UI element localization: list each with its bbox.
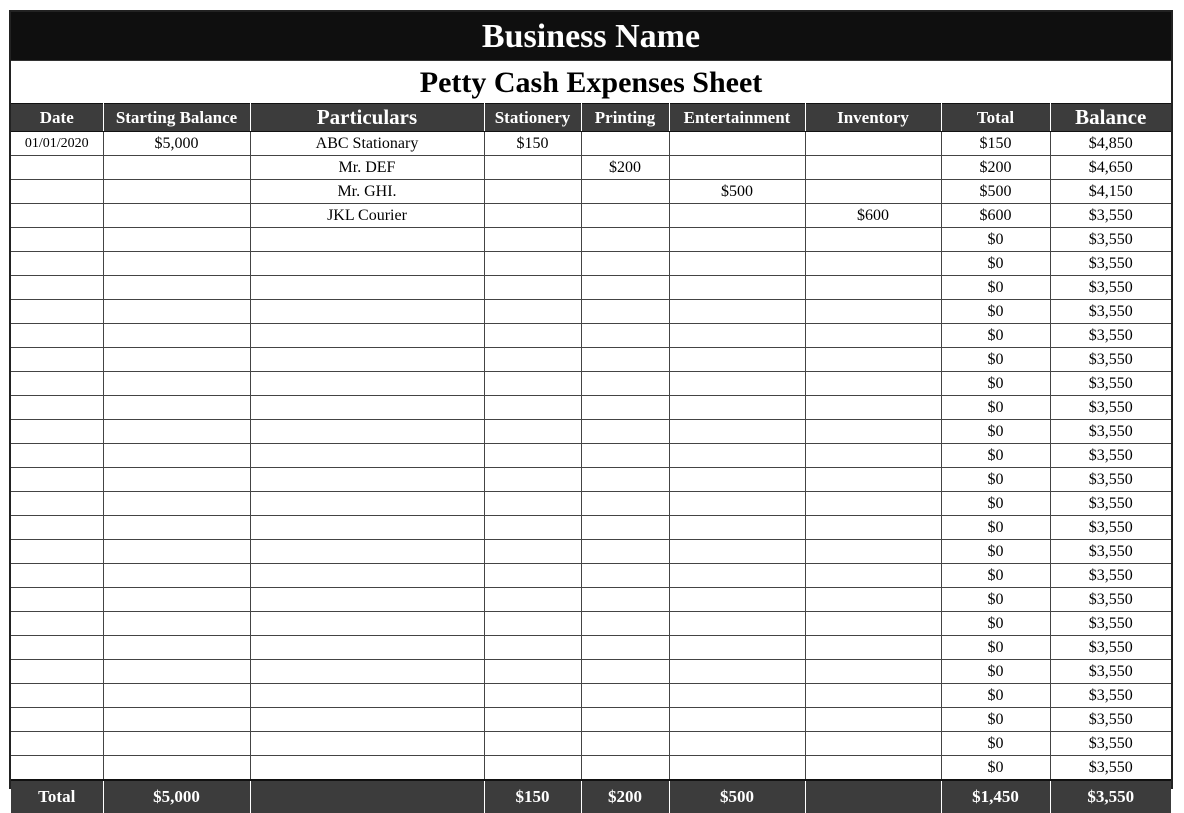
inventory-cell[interactable] <box>805 396 941 420</box>
inventory-cell[interactable] <box>805 300 941 324</box>
table-row <box>11 756 1171 781</box>
total-cell[interactable]: $0 <box>941 684 1050 708</box>
balance-cell[interactable]: $3,550 <box>1050 708 1171 732</box>
inventory-cell[interactable] <box>805 228 941 252</box>
starting-balance-cell[interactable] <box>103 636 250 660</box>
inventory-cell[interactable] <box>805 156 941 180</box>
expense-rows <box>11 132 1171 781</box>
balance-cell[interactable]: $4,850 <box>1050 132 1171 156</box>
particulars-cell[interactable] <box>250 660 484 684</box>
date-cell[interactable] <box>11 492 103 516</box>
inventory-cell[interactable] <box>805 732 941 756</box>
total-cell[interactable]: $0 <box>941 420 1050 444</box>
column-header-date[interactable]: Date <box>11 104 103 132</box>
particulars-cell[interactable] <box>250 468 484 492</box>
printing-cell[interactable] <box>581 228 669 252</box>
date-cell[interactable] <box>11 732 103 756</box>
total-cell[interactable]: $0 <box>941 612 1050 636</box>
stationery-cell[interactable] <box>484 300 581 324</box>
total-cell[interactable]: $600 <box>941 204 1050 228</box>
total-cell[interactable]: $0 <box>941 444 1050 468</box>
total-cell[interactable]: $0 <box>941 516 1050 540</box>
table-row <box>11 588 1171 612</box>
printing-cell[interactable] <box>581 564 669 588</box>
particulars-cell[interactable] <box>250 420 484 444</box>
total-cell[interactable]: $0 <box>941 636 1050 660</box>
table-row <box>11 564 1171 588</box>
date-cell[interactable] <box>11 372 103 396</box>
particulars-cell[interactable] <box>250 276 484 300</box>
printing-cell[interactable] <box>581 756 669 781</box>
totals-label: Total <box>11 780 103 813</box>
date-cell[interactable] <box>11 636 103 660</box>
total-cell[interactable]: $500 <box>941 180 1050 204</box>
table-row <box>11 180 1171 204</box>
inventory-cell[interactable] <box>805 372 941 396</box>
printing-cell[interactable] <box>581 180 669 204</box>
date-cell[interactable] <box>11 516 103 540</box>
particulars-cell[interactable] <box>250 372 484 396</box>
particulars-cell[interactable] <box>250 684 484 708</box>
total-starting-balance: $5,000 <box>103 780 250 813</box>
table-row <box>11 444 1171 468</box>
entertainment-cell[interactable] <box>669 300 805 324</box>
entertainment-cell[interactable] <box>669 276 805 300</box>
particulars-cell[interactable] <box>250 612 484 636</box>
stationery-cell[interactable] <box>484 708 581 732</box>
entertainment-cell[interactable] <box>669 732 805 756</box>
entertainment-cell[interactable] <box>669 636 805 660</box>
entertainment-cell[interactable] <box>669 756 805 781</box>
column-header-row <box>11 104 1171 132</box>
entertainment-cell[interactable] <box>669 252 805 276</box>
date-cell[interactable] <box>11 228 103 252</box>
table-row <box>11 156 1171 180</box>
particulars-cell[interactable]: Mr. GHI. <box>250 180 484 204</box>
date-cell[interactable] <box>11 300 103 324</box>
printing-cell[interactable] <box>581 708 669 732</box>
stationery-cell[interactable] <box>484 468 581 492</box>
printing-cell[interactable] <box>581 276 669 300</box>
stationery-cell[interactable] <box>484 180 581 204</box>
total-cell[interactable]: $0 <box>941 756 1050 781</box>
particulars-cell[interactable]: ABC Stationary <box>250 132 484 156</box>
printing-cell[interactable] <box>581 660 669 684</box>
balance-cell[interactable]: $3,550 <box>1050 300 1171 324</box>
particulars-cell[interactable]: JKL Courier <box>250 204 484 228</box>
balance-cell[interactable]: $3,550 <box>1050 564 1171 588</box>
date-cell[interactable] <box>11 756 103 781</box>
inventory-cell[interactable] <box>805 660 941 684</box>
inventory-cell[interactable] <box>805 348 941 372</box>
printing-cell[interactable] <box>581 588 669 612</box>
printing-cell[interactable] <box>581 348 669 372</box>
particulars-cell[interactable] <box>250 636 484 660</box>
balance-cell[interactable]: $3,550 <box>1050 324 1171 348</box>
inventory-cell[interactable] <box>805 420 941 444</box>
starting-balance-cell[interactable] <box>103 444 250 468</box>
printing-cell[interactable] <box>581 300 669 324</box>
date-cell[interactable] <box>11 156 103 180</box>
stationery-cell[interactable] <box>484 684 581 708</box>
stationery-cell[interactable] <box>484 204 581 228</box>
total-cell[interactable]: $0 <box>941 276 1050 300</box>
printing-cell[interactable] <box>581 612 669 636</box>
printing-cell[interactable] <box>581 396 669 420</box>
inventory-cell[interactable] <box>805 324 941 348</box>
starting-balance-cell[interactable] <box>103 372 250 396</box>
sheet-title: Petty Cash Expenses Sheet <box>11 60 1171 103</box>
entertainment-cell[interactable] <box>669 204 805 228</box>
stationery-cell[interactable] <box>484 612 581 636</box>
stationery-cell[interactable]: $150 <box>484 132 581 156</box>
entertainment-cell[interactable] <box>669 396 805 420</box>
date-cell[interactable] <box>11 468 103 492</box>
particulars-cell[interactable] <box>250 324 484 348</box>
balance-cell[interactable]: $3,550 <box>1050 540 1171 564</box>
balance-cell[interactable]: $3,550 <box>1050 756 1171 781</box>
starting-balance-cell[interactable] <box>103 732 250 756</box>
particulars-cell[interactable] <box>250 348 484 372</box>
table-row <box>11 396 1171 420</box>
total-cell[interactable]: $0 <box>941 324 1050 348</box>
starting-balance-cell[interactable] <box>103 156 250 180</box>
stationery-cell[interactable] <box>484 492 581 516</box>
particulars-cell[interactable] <box>250 516 484 540</box>
stationery-cell[interactable] <box>484 348 581 372</box>
column-header-stationery[interactable]: Stationery <box>484 104 581 132</box>
date-cell[interactable] <box>11 396 103 420</box>
particulars-cell[interactable] <box>250 732 484 756</box>
starting-balance-cell[interactable] <box>103 564 250 588</box>
table-row <box>11 732 1171 756</box>
date-cell[interactable] <box>11 444 103 468</box>
total-inventory <box>805 780 941 813</box>
inventory-cell[interactable] <box>805 684 941 708</box>
petty-cash-sheet <box>9 10 1173 806</box>
printing-cell[interactable] <box>581 684 669 708</box>
table-row <box>11 420 1171 444</box>
starting-balance-cell[interactable] <box>103 468 250 492</box>
entertainment-cell[interactable] <box>669 420 805 444</box>
particulars-cell[interactable] <box>250 588 484 612</box>
stationery-cell[interactable] <box>484 396 581 420</box>
column-header-total[interactable]: Total <box>941 104 1050 132</box>
inventory-cell[interactable] <box>805 180 941 204</box>
table-row <box>11 228 1171 252</box>
total-cell[interactable]: $0 <box>941 732 1050 756</box>
date-cell[interactable] <box>11 420 103 444</box>
expenses-table <box>11 103 1171 813</box>
table-row <box>11 276 1171 300</box>
date-cell[interactable] <box>11 564 103 588</box>
stationery-cell[interactable] <box>484 756 581 781</box>
inventory-cell[interactable] <box>805 132 941 156</box>
totals-row <box>11 780 1171 813</box>
entertainment-cell[interactable] <box>669 516 805 540</box>
balance-cell[interactable]: $3,550 <box>1050 204 1171 228</box>
table-row <box>11 636 1171 660</box>
printing-cell[interactable] <box>581 540 669 564</box>
stationery-cell[interactable] <box>484 156 581 180</box>
particulars-cell[interactable] <box>250 300 484 324</box>
starting-balance-cell[interactable] <box>103 228 250 252</box>
printing-cell[interactable] <box>581 420 669 444</box>
stationery-cell[interactable] <box>484 516 581 540</box>
table-row <box>11 492 1171 516</box>
stationery-cell[interactable] <box>484 324 581 348</box>
date-cell[interactable] <box>11 276 103 300</box>
printing-cell[interactable]: $200 <box>581 156 669 180</box>
stationery-cell[interactable] <box>484 564 581 588</box>
starting-balance-cell[interactable] <box>103 252 250 276</box>
printing-cell[interactable] <box>581 324 669 348</box>
entertainment-cell[interactable] <box>669 372 805 396</box>
starting-balance-cell[interactable]: $5,000 <box>103 132 250 156</box>
table-row <box>11 540 1171 564</box>
particulars-cell[interactable] <box>250 492 484 516</box>
starting-balance-cell[interactable] <box>103 660 250 684</box>
table-row <box>11 660 1171 684</box>
printing-cell[interactable] <box>581 732 669 756</box>
entertainment-cell[interactable] <box>669 708 805 732</box>
entertainment-cell[interactable] <box>669 132 805 156</box>
particulars-cell[interactable] <box>250 564 484 588</box>
table-row <box>11 204 1171 228</box>
balance-cell[interactable]: $4,150 <box>1050 180 1171 204</box>
column-header-printing[interactable]: Printing <box>581 104 669 132</box>
inventory-cell[interactable] <box>805 492 941 516</box>
stationery-cell[interactable] <box>484 372 581 396</box>
total-printing: $200 <box>581 780 669 813</box>
stationery-cell[interactable] <box>484 276 581 300</box>
entertainment-cell[interactable] <box>669 228 805 252</box>
total-cell[interactable]: $0 <box>941 564 1050 588</box>
total-cell[interactable]: $0 <box>941 348 1050 372</box>
table-row <box>11 372 1171 396</box>
balance-cell[interactable]: $3,550 <box>1050 684 1171 708</box>
starting-balance-cell[interactable] <box>103 204 250 228</box>
total-cell[interactable]: $0 <box>941 660 1050 684</box>
date-cell[interactable] <box>11 348 103 372</box>
date-cell[interactable] <box>11 708 103 732</box>
table-row <box>11 516 1171 540</box>
entertainment-cell[interactable] <box>669 348 805 372</box>
balance-cell[interactable]: $3,550 <box>1050 444 1171 468</box>
particulars-cell[interactable] <box>250 756 484 781</box>
grand-total: $1,450 <box>941 780 1050 813</box>
stationery-cell[interactable] <box>484 732 581 756</box>
particulars-cell[interactable]: Mr. DEF <box>250 156 484 180</box>
starting-balance-cell[interactable] <box>103 348 250 372</box>
inventory-cell[interactable] <box>805 756 941 781</box>
balance-cell[interactable]: $3,550 <box>1050 396 1171 420</box>
table-row <box>11 132 1171 156</box>
table-row <box>11 708 1171 732</box>
stationery-cell[interactable] <box>484 636 581 660</box>
starting-balance-cell[interactable] <box>103 180 250 204</box>
stationery-cell[interactable] <box>484 540 581 564</box>
balance-cell[interactable]: $3,550 <box>1050 468 1171 492</box>
printing-cell[interactable] <box>581 492 669 516</box>
inventory-cell[interactable] <box>805 708 941 732</box>
balance-cell[interactable]: $3,550 <box>1050 516 1171 540</box>
starting-balance-cell[interactable] <box>103 492 250 516</box>
starting-balance-cell[interactable] <box>103 588 250 612</box>
stationery-cell[interactable] <box>484 228 581 252</box>
column-header-entertainment[interactable]: Entertainment <box>669 104 805 132</box>
date-cell[interactable] <box>11 252 103 276</box>
inventory-cell[interactable] <box>805 564 941 588</box>
total-cell[interactable]: $0 <box>941 228 1050 252</box>
starting-balance-cell[interactable] <box>103 300 250 324</box>
table-row <box>11 252 1171 276</box>
printing-cell[interactable] <box>581 516 669 540</box>
inventory-cell[interactable] <box>805 516 941 540</box>
balance-cell[interactable]: $3,550 <box>1050 252 1171 276</box>
balance-cell[interactable]: $3,550 <box>1050 636 1171 660</box>
entertainment-cell[interactable] <box>669 540 805 564</box>
total-stationery: $150 <box>484 780 581 813</box>
balance-cell[interactable]: $3,550 <box>1050 372 1171 396</box>
table-row <box>11 348 1171 372</box>
balance-cell[interactable]: $3,550 <box>1050 420 1171 444</box>
table-row <box>11 684 1171 708</box>
date-cell[interactable] <box>11 204 103 228</box>
particulars-cell[interactable] <box>250 252 484 276</box>
stationery-cell[interactable] <box>484 588 581 612</box>
total-cell[interactable]: $0 <box>941 708 1050 732</box>
entertainment-cell[interactable] <box>669 468 805 492</box>
balance-cell[interactable]: $3,550 <box>1050 228 1171 252</box>
entertainment-cell[interactable] <box>669 564 805 588</box>
particulars-cell[interactable] <box>250 444 484 468</box>
balance-cell[interactable]: $3,550 <box>1050 348 1171 372</box>
total-cell[interactable]: $150 <box>941 132 1050 156</box>
column-header-inventory[interactable]: Inventory <box>805 104 941 132</box>
inventory-cell[interactable] <box>805 636 941 660</box>
total-cell[interactable]: $0 <box>941 396 1050 420</box>
table-row <box>11 612 1171 636</box>
total-cell[interactable]: $0 <box>941 540 1050 564</box>
printing-cell[interactable] <box>581 444 669 468</box>
printing-cell[interactable] <box>581 204 669 228</box>
date-cell[interactable] <box>11 324 103 348</box>
printing-cell[interactable] <box>581 252 669 276</box>
total-cell[interactable]: $0 <box>941 468 1050 492</box>
balance-cell[interactable]: $3,550 <box>1050 732 1171 756</box>
printing-cell[interactable] <box>581 132 669 156</box>
date-cell[interactable] <box>11 588 103 612</box>
balance-cell[interactable]: $3,550 <box>1050 588 1171 612</box>
entertainment-cell[interactable] <box>669 612 805 636</box>
inventory-cell[interactable]: $600 <box>805 204 941 228</box>
stationery-cell[interactable] <box>484 420 581 444</box>
total-cell[interactable]: $0 <box>941 252 1050 276</box>
printing-cell[interactable] <box>581 468 669 492</box>
table-row <box>11 324 1171 348</box>
balance-cell[interactable]: $4,650 <box>1050 156 1171 180</box>
balance-cell[interactable]: $3,550 <box>1050 660 1171 684</box>
balance-cell[interactable]: $3,550 <box>1050 612 1171 636</box>
starting-balance-cell[interactable] <box>103 708 250 732</box>
business-name-title: Business Name <box>11 12 1171 60</box>
entertainment-cell[interactable] <box>669 156 805 180</box>
entertainment-cell[interactable]: $500 <box>669 180 805 204</box>
particulars-cell[interactable] <box>250 228 484 252</box>
column-header-particulars[interactable]: Particulars <box>250 104 484 132</box>
balance-cell[interactable]: $3,550 <box>1050 492 1171 516</box>
inventory-cell[interactable] <box>805 252 941 276</box>
entertainment-cell[interactable] <box>669 492 805 516</box>
total-cell[interactable]: $0 <box>941 492 1050 516</box>
date-cell[interactable]: 01/01/2020 <box>11 132 103 156</box>
starting-balance-cell[interactable] <box>103 324 250 348</box>
starting-balance-cell[interactable] <box>103 396 250 420</box>
starting-balance-cell[interactable] <box>103 612 250 636</box>
starting-balance-cell[interactable] <box>103 756 250 781</box>
particulars-cell[interactable] <box>250 396 484 420</box>
final-balance: $3,550 <box>1050 780 1171 813</box>
starting-balance-cell[interactable] <box>103 516 250 540</box>
particulars-cell[interactable] <box>250 708 484 732</box>
total-cell[interactable]: $0 <box>941 588 1050 612</box>
total-entertainment: $500 <box>669 780 805 813</box>
total-cell[interactable]: $0 <box>941 300 1050 324</box>
entertainment-cell[interactable] <box>669 660 805 684</box>
date-cell[interactable] <box>11 180 103 204</box>
total-particulars <box>250 780 484 813</box>
starting-balance-cell[interactable] <box>103 684 250 708</box>
starting-balance-cell[interactable] <box>103 540 250 564</box>
inventory-cell[interactable] <box>805 276 941 300</box>
table-row <box>11 468 1171 492</box>
starting-balance-cell[interactable] <box>103 420 250 444</box>
entertainment-cell[interactable] <box>669 684 805 708</box>
date-cell[interactable] <box>11 660 103 684</box>
entertainment-cell[interactable] <box>669 444 805 468</box>
total-cell[interactable]: $200 <box>941 156 1050 180</box>
entertainment-cell[interactable] <box>669 324 805 348</box>
table-row <box>11 300 1171 324</box>
inventory-cell[interactable] <box>805 468 941 492</box>
starting-balance-cell[interactable] <box>103 276 250 300</box>
stationery-cell[interactable] <box>484 660 581 684</box>
inventory-cell[interactable] <box>805 612 941 636</box>
inventory-cell[interactable] <box>805 540 941 564</box>
inventory-cell[interactable] <box>805 588 941 612</box>
column-header-starting-balance[interactable]: Starting Balance <box>103 104 250 132</box>
printing-cell[interactable] <box>581 372 669 396</box>
inventory-cell[interactable] <box>805 444 941 468</box>
total-cell[interactable]: $0 <box>941 372 1050 396</box>
printing-cell[interactable] <box>581 636 669 660</box>
entertainment-cell[interactable] <box>669 588 805 612</box>
stationery-cell[interactable] <box>484 252 581 276</box>
date-cell[interactable] <box>11 540 103 564</box>
balance-cell[interactable]: $3,550 <box>1050 276 1171 300</box>
date-cell[interactable] <box>11 612 103 636</box>
column-header-balance[interactable]: Balance <box>1050 104 1171 132</box>
stationery-cell[interactable] <box>484 444 581 468</box>
particulars-cell[interactable] <box>250 540 484 564</box>
date-cell[interactable] <box>11 684 103 708</box>
